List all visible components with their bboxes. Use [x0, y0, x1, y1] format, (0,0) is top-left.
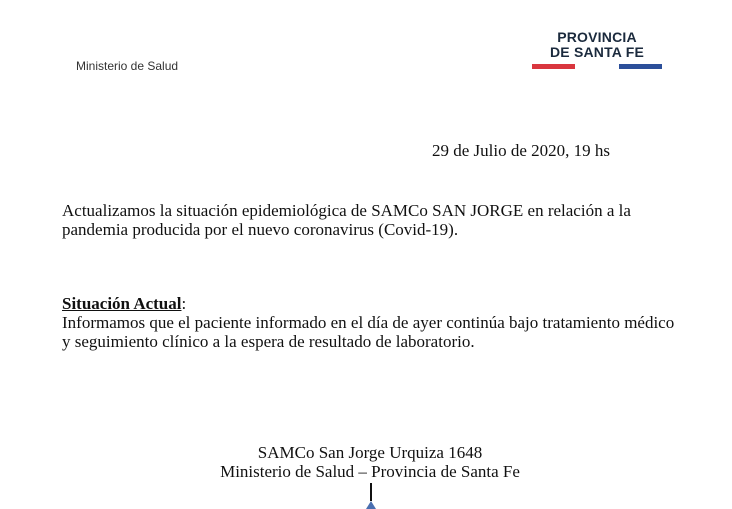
footer-signature	[150, 443, 590, 481]
logo-bar-red	[532, 64, 575, 69]
ministry-label: Ministerio de Salud	[76, 59, 179, 73]
logo-bar-blue	[619, 64, 662, 69]
situation-colon: :	[181, 294, 187, 313]
situation-heading: Situación Actual	[62, 294, 182, 313]
situation-body: Informamos que el paciente informado en el día de ayer continúa bajo tratamiento médico y seguimiento clínico a la espera de resultado de laboratorio.	[62, 313, 675, 351]
provincia-santa-fe-logo	[532, 30, 662, 69]
intro-paragraph: Actualizamos la situación epidemiológica de SAMCo SAN JORGE en relación a la pandemia producida por el nuevo coronavirus (Covid-19).	[62, 201, 631, 239]
footer-address: SAMCo San Jorge Urquiza 1648	[257, 443, 483, 462]
logo-line-2: DE SANTA FE	[550, 44, 644, 60]
document-date: 29 de Julio de 2020, 19 hs	[432, 141, 611, 160]
footer-ministry: Ministerio de Salud – Provincia de Santa Fe	[220, 462, 520, 481]
cursor-arrow-icon	[366, 501, 376, 509]
logo-flag-bars	[532, 64, 662, 69]
logo-bar-white	[576, 64, 619, 69]
text-cursor	[370, 483, 372, 501]
situation-section	[62, 294, 682, 351]
logo-line-1: PROVINCIA	[557, 29, 637, 45]
